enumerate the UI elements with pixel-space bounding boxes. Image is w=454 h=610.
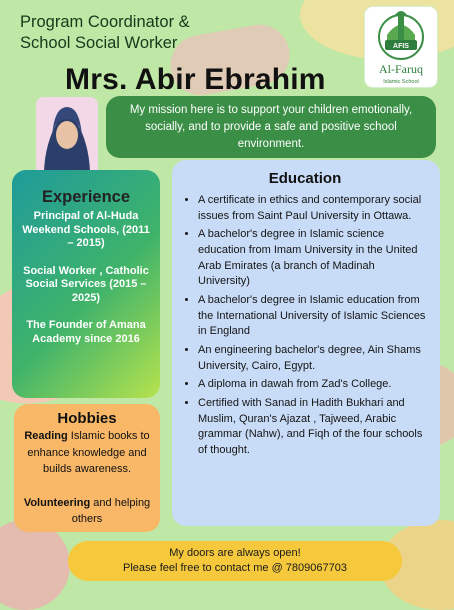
experience-card [12,170,160,398]
school-logo [365,7,437,87]
hobby-volunteering [20,495,154,528]
contact-banner [68,541,402,581]
mission-statement: My mission here is to support your children emotionally, socially, and to provide a safe and positive school environment. [106,96,436,158]
hobby-reading-label: Reading [24,430,68,442]
hobby-reading-desc: Islamic books to enhance knowledge and builds awareness. [27,430,150,475]
experience-item: Principal of Al-Huda Weekend Schools, (2011 – 2015) [22,210,150,249]
education-item: • Certified with Sanad in Hadith Bukhari and Muslim, Quran's Ajazat , Tajweed, Arabic grammar (Nahw), and Fiqh of the four schools of thought. [198,396,428,458]
hobby-volunteering-desc: and helping others [71,496,151,525]
logo-badge-text: AFIS [393,43,409,50]
hobby-volunteering-label: Volunteering [23,496,91,509]
experience-item: The Founder of Amana Academy since 2016 [26,319,146,345]
hobby-reading [20,428,154,478]
education-item: • A bachelor's degree in Islamic education from the International University of Islamic Sciences in England [198,293,428,340]
hobbies-title: Hobbies [57,410,117,427]
education-title: Education [268,170,342,187]
education-item: • A diploma in dawah from Zad's College. [198,377,428,393]
contact-line-1: My doors are always open! [169,547,301,559]
experience-item: Social Worker , Catholic Social Services (2015 – 2025) [23,264,149,304]
person-name: Mrs. Abir Ebrahim [65,63,326,96]
logo-school-sub: Islamic School [383,79,419,85]
education-list [182,193,428,458]
education-item: • An engineering bachelor's degree, Ain Shams University, Cairo, Egypt. [198,343,428,374]
experience-title: Experience [41,188,131,206]
role-line-1: Program Coordinator & [20,13,190,31]
education-card [172,160,440,526]
experience-list [12,210,160,346]
education-item: • A certificate in ethics and contemporary social issues from Saint Paul University in Ottawa. [198,193,428,224]
role-title [20,12,190,54]
hobbies-card [14,404,160,532]
logo-school-name: Al-Faruq [379,62,423,76]
role-line-2: School Social Worker [20,34,178,52]
decor-blob [0,520,70,610]
mosque-logo-icon [365,7,437,87]
education-item: • A bachelor's degree in Islamic science education from Imam University in the United Arab Emirates (a branch of Madinah University) [198,227,428,289]
contact-line-2: Please feel free to contact me @ 7809067703 [123,562,347,574]
